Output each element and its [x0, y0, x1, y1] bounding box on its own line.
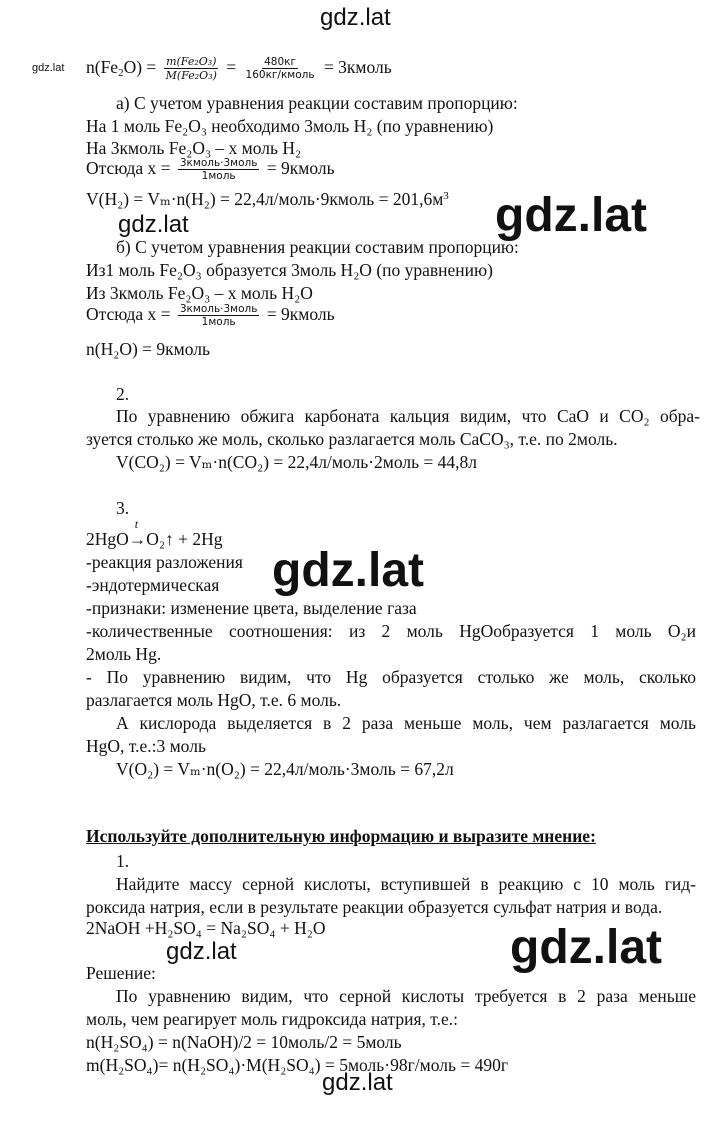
- task2-formula: V(CO₂) = Vₘ·n(CO₂) = 22,4л/моль·2моль = 44,8л: [116, 452, 478, 472]
- task3-line: -эндотермическая: [86, 575, 220, 595]
- task3-line: А кислорода выделяется в 2 раза меньше моль, чем разлагается моль: [116, 713, 696, 733]
- task3-line: 2моль Hg.: [86, 644, 162, 664]
- formula-moles-fe2o3: $n(Fe_2O)$ = $\frac{\text{m(Fe₂O₃)}}{\text{M(Fe₂O₃)}}$ = $\frac{480кг}{\text{160кг/кмоль}}$ = 3кмоль: [86, 55, 392, 82]
- watermark-big: gdz.lat: [510, 921, 662, 974]
- watermark-top: gdz.lat: [320, 4, 391, 31]
- solution-line: n(H₂SO₄) = n(NaOH)/2 = 10моль/2 = 5моль: [86, 1032, 402, 1052]
- section-b-line: Из 3кмоль Fe₂O₃ – х моль H₂O: [86, 283, 313, 303]
- task2-paragraph: По уравнению обжига карбоната кальция видим, что CaO и CO₂ обра-: [116, 406, 700, 426]
- solution-line: По уравнению видим, что серной кислоты требуется в 2 раза меньше: [116, 986, 696, 1006]
- watermark-bottom: gdz.lat: [322, 1069, 393, 1096]
- section-a-intro: а) С учетом уравнения реакции составим пропорцию:: [116, 93, 518, 113]
- task-number: 1.: [116, 851, 130, 871]
- watermark-big: gdz.lat: [272, 544, 424, 597]
- watermark-small: gdz.lat: [32, 62, 65, 74]
- section-b-fraction: Отсюда х = $\frac{\text{3кмоль·3моль}}{\text{1моль}}$ = 9кмоль: [86, 303, 335, 328]
- task3-line: -количественные соотношения: из 2 моль HgOобразуется 1 моль O₂и: [86, 621, 696, 641]
- task-number: 3.: [116, 498, 130, 518]
- task3-line: разлагается моль HgO, т.е. 6 моль.: [86, 690, 342, 710]
- task3-equation: 2HgO t →O₂↑ + 2Hg: [86, 517, 223, 549]
- task-extra-paragraph: Найдите массу серной кислоты, вступившей в реакцию с 10 моль гид-: [116, 874, 696, 894]
- watermark-mid: gdz.lat: [166, 938, 237, 965]
- section-b-line: Из1 моль Fe₂O₃ образуется 3моль H₂O (по уравнению): [86, 260, 493, 280]
- task-extra-equation: 2NaOH +H₂SO₄ = Na₂SO₄ + H₂O: [86, 918, 326, 938]
- task3-line: - По уравнению видим, что Hg образуется столько же моль, сколько: [86, 667, 696, 687]
- task3-line: -реакция разложения: [86, 552, 243, 572]
- task-extra-paragraph: роксида натрия, если в результате реакции образуется сульфат натрия и вода.: [86, 897, 663, 917]
- watermark-mid: gdz.lat: [118, 211, 189, 238]
- section-a-line: На 1 моль Fe₂O₃ необходимо 3моль H₂ (по уравнению): [86, 116, 494, 136]
- solution-line: m(H₂SO₄)= n(H₂SO₄)·M(H₂SO₄) = 5моль·98г/моль = 490г: [86, 1055, 508, 1075]
- task3-line: -признаки: изменение цвета, выделение газа: [86, 598, 417, 618]
- task3-line: HgO, т.е.:3 моль: [86, 736, 206, 756]
- section-b-intro: б) С учетом уравнения реакции составим пропорцию:: [116, 237, 519, 257]
- section-a-volume: V(H₂) = Vₘ·n(H₂) = 22,4л/моль·9кмоль = $201,6м^3$: [86, 189, 449, 209]
- section-a-line: На 3кмоль Fe₂O₃ – х моль H₂: [86, 138, 302, 158]
- task-number: 2.: [116, 384, 130, 404]
- solution-label: Решение:: [86, 963, 156, 983]
- task3-formula: V(O₂) = Vₘ·n(O₂) = 22,4л/моль·3моль = 67,2л: [116, 759, 454, 779]
- section-b-result: n(H₂O) = 9кмоль: [86, 339, 210, 359]
- section-heading: Используйте дополнительную информацию и выразите мнение:: [86, 826, 596, 846]
- solution-line: моль, чем реагирует моль гидроксида натрия, т.е.:: [86, 1009, 458, 1029]
- watermark-big: gdz.lat: [495, 189, 647, 242]
- section-a-fraction: Отсюда х = $\frac{\text{3кмоль·3моль}}{\text{1моль}}$ = 9кмоль: [86, 157, 335, 182]
- task2-paragraph: зуется столько же моль, сколько разлагается моль CaCO₃, т.е. по 2моль.: [86, 429, 618, 449]
